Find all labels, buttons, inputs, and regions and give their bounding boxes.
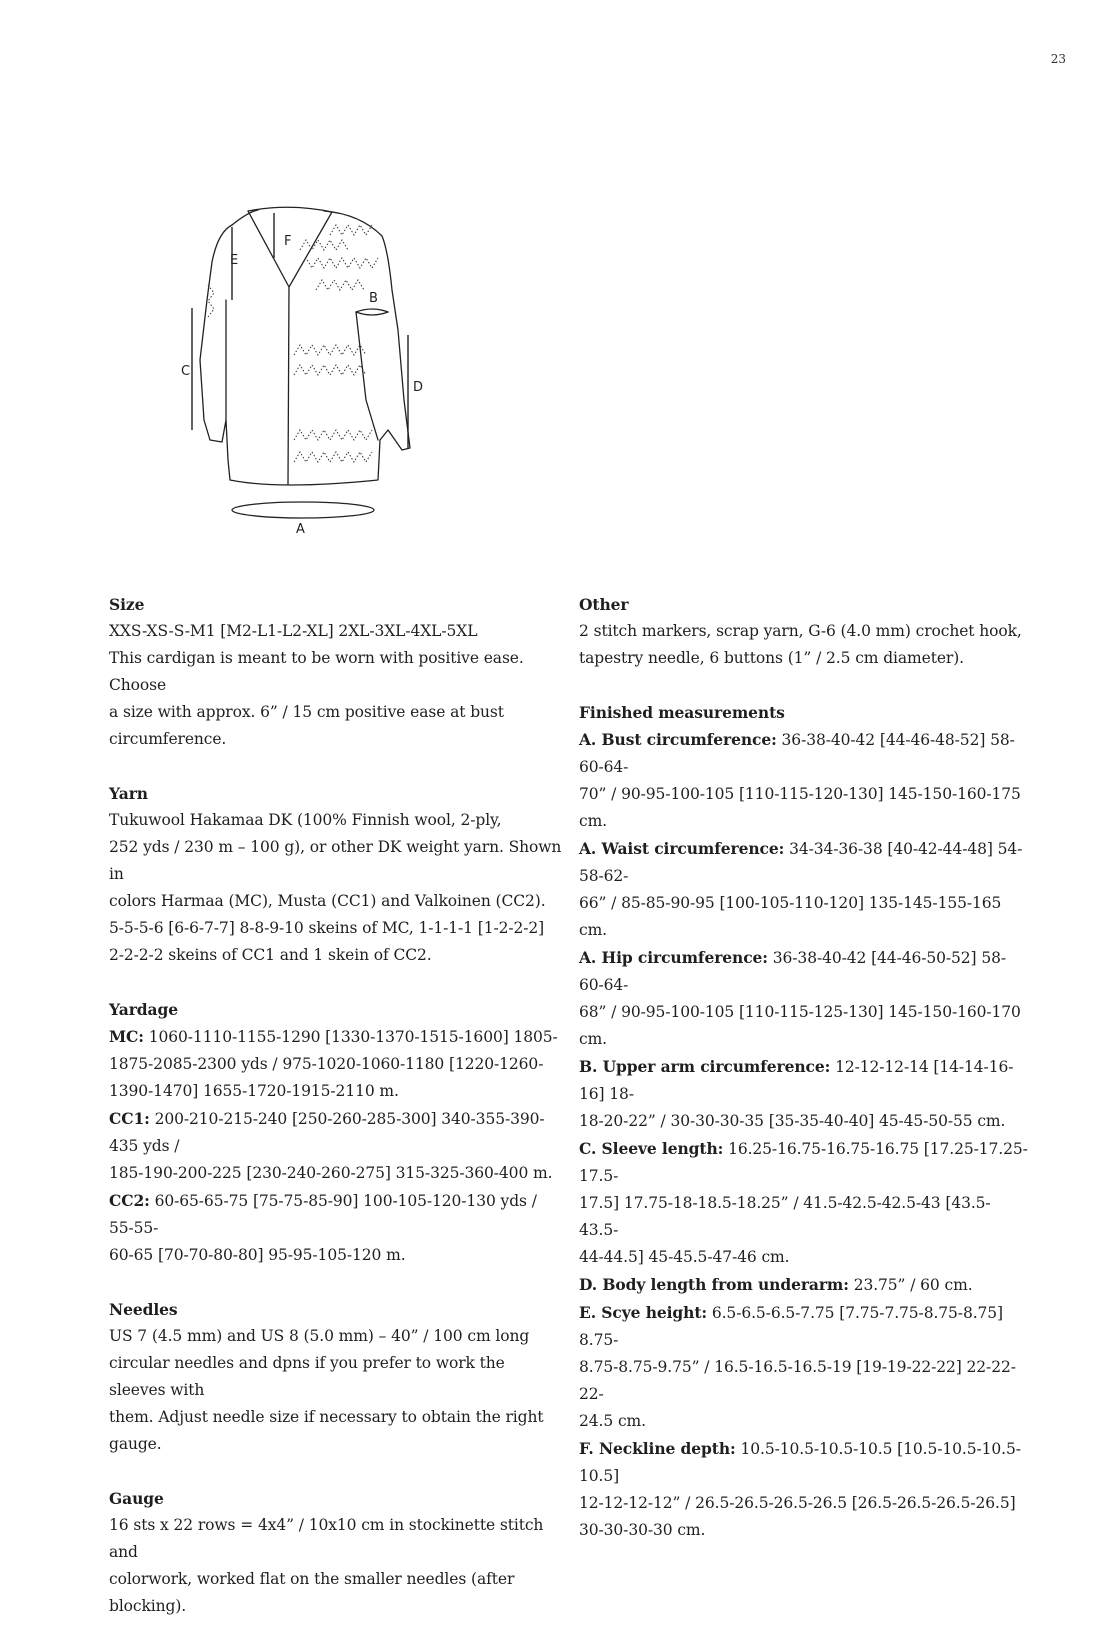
yardage-section	[109, 996, 564, 1269]
measurement-value: 23.75” / 60 cm.	[853, 1276, 973, 1294]
cardigan-schematic	[170, 200, 440, 540]
measurement-line: 18-20-22” / 30-30-30-35 [35-35-40-40] 45-45-50-55 cm.	[579, 1112, 1006, 1130]
needles-line: US 7 (4.5 mm) and US 8 (5.0 mm) – 40” / 100 cm long	[109, 1327, 530, 1345]
size-line: XXS-XS-S-M1 [M2-L1-L2-XL] 2XL-3XL-4XL-5XL	[109, 622, 478, 640]
yardage-value: 1060-1110-1155-1290 [1330-1370-1515-1600] 1805-	[148, 1028, 558, 1046]
needles-line: circular needles and dpns if you prefer to work the sleeves with	[109, 1354, 505, 1399]
measurement-value: 36-38-40-42 [44-46-48-52] 58-60-64-	[579, 731, 1015, 776]
yardage-line: 1390-1470] 1655-1720-1915-2110 m.	[109, 1082, 399, 1100]
finished-measurements-section	[579, 699, 1029, 1544]
finished-measurements-heading: Finished measurements	[579, 703, 785, 722]
measurement-label: C. Sleeve length:	[579, 1139, 724, 1158]
yardage-value: 200-210-215-240 [250-260-285-300] 340-355-390-435 yds /	[109, 1110, 545, 1155]
yardage-label: CC1:	[109, 1109, 150, 1128]
dimension-label-e: E	[230, 253, 239, 268]
measurement-value: 16.25-16.75-16.75-16.75 [17.25-17.25-17.5-	[579, 1140, 1028, 1185]
measurement-line: 30-30-30-30 cm.	[579, 1521, 706, 1539]
page-number: 23	[1050, 52, 1066, 66]
measurement-waist	[579, 835, 1029, 890]
measurement-value: 6.5-6.5-6.5-7.75 [7.75-7.75-8.75-8.75] 8.75-	[579, 1304, 1003, 1349]
yardage-line: 60-65 [70-70-80-80] 95-95-105-120 m.	[109, 1246, 406, 1264]
yardage-value: 60-65-65-75 [75-75-85-90] 100-105-120-130 yds / 55-55-	[109, 1192, 537, 1237]
needles-section	[109, 1296, 564, 1458]
measurement-label: E. Scye height:	[579, 1303, 708, 1322]
yardage-line: 185-190-200-225 [230-240-260-275] 315-325-360-400 m.	[109, 1164, 553, 1182]
measurement-value: 10.5-10.5-10.5-10.5 [10.5-10.5-10.5-10.5]	[579, 1440, 1021, 1485]
yardage-line: 1875-2085-2300 yds / 975-1020-1060-1180 [1220-1260-	[109, 1055, 544, 1073]
yarn-line: 2-2-2-2 skeins of CC1 and 1 skein of CC2.	[109, 946, 432, 964]
yarn-line: 5-5-5-6 [6-6-7-7] 8-8-9-10 skeins of MC, 1-1-1-1 [1-2-2-2]	[109, 919, 545, 937]
yarn-line: Tukuwool Hakamaa DK (100% Finnish wool, 2-ply,	[109, 811, 502, 829]
other-line: 2 stitch markers, scrap yarn, G-6 (4.0 mm) crochet hook,	[579, 622, 1022, 640]
dimension-label-f: F	[284, 234, 292, 249]
other-heading: Other	[579, 595, 629, 614]
dimension-label-d: D	[413, 380, 424, 395]
dimension-label-a: A	[296, 522, 305, 537]
left-column	[109, 591, 564, 1647]
yardage-entry-cc1	[109, 1105, 564, 1160]
measurement-label: D. Body length from underarm:	[579, 1275, 849, 1294]
measurement-line: 68” / 90-95-100-105 [110-115-125-130] 145-150-160-170 cm.	[579, 1003, 1021, 1048]
yardage-label: CC2:	[109, 1191, 150, 1210]
yarn-section	[109, 780, 564, 969]
measurement-line: 66” / 85-85-90-95 [100-105-110-120] 135-145-155-165 cm.	[579, 894, 1002, 939]
measurement-label: F. Neckline depth:	[579, 1439, 736, 1458]
gauge-heading: Gauge	[109, 1489, 164, 1508]
measurement-label: A. Waist circumference:	[579, 839, 785, 858]
measurement-hip	[579, 944, 1029, 999]
yardage-entry-cc2	[109, 1187, 564, 1242]
measurement-sleeve-length	[579, 1135, 1029, 1190]
yarn-line: 252 yds / 230 m – 100 g), or other DK weight yarn. Shown in	[109, 838, 562, 883]
yardage-heading: Yardage	[109, 1000, 178, 1019]
measurement-label: A. Hip circumference:	[579, 948, 768, 967]
size-line: a size with approx. 6” / 15 cm positive ease at bust circumference.	[109, 703, 504, 748]
yardage-label: MC:	[109, 1027, 144, 1046]
other-section	[579, 591, 1029, 672]
measurement-line: 44-44.5] 45-45.5-47-46 cm.	[579, 1248, 790, 1266]
dimension-label-b: B	[369, 291, 378, 306]
dimension-label-c: C	[181, 364, 191, 379]
needles-line: them. Adjust needle size if necessary to obtain the right gauge.	[109, 1408, 544, 1453]
yardage-entry-mc	[109, 1023, 564, 1051]
gauge-line: colorwork, worked flat on the smaller needles (after blocking).	[109, 1570, 515, 1615]
measurement-value: 12-12-12-14 [14-14-16-16] 18-	[579, 1058, 1014, 1103]
yarn-heading: Yarn	[109, 784, 148, 803]
measurement-value: 34-34-36-38 [40-42-44-48] 54-58-62-	[579, 840, 1023, 885]
size-section	[109, 591, 564, 753]
measurement-line: 12-12-12-12” / 26.5-26.5-26.5-26.5 [26.5-26.5-26.5-26.5]	[579, 1494, 1016, 1512]
yarn-line: colors Harmaa (MC), Musta (CC1) and Valkoinen (CC2).	[109, 892, 546, 910]
measurement-value: 36-38-40-42 [44-46-50-52] 58-60-64-	[579, 949, 1006, 994]
gauge-section	[109, 1485, 564, 1620]
gauge-line: 16 sts x 22 rows = 4x4” / 10x10 cm in stockinette stitch and	[109, 1516, 544, 1561]
measurement-line: 70” / 90-95-100-105 [110-115-120-130] 145-150-160-175 cm.	[579, 785, 1021, 830]
measurement-body-length	[579, 1271, 1029, 1299]
measurement-label: A. Bust circumference:	[579, 730, 777, 749]
measurement-line: 17.5] 17.75-18-18.5-18.25” / 41.5-42.5-42.5-43 [43.5-43.5-	[579, 1194, 991, 1239]
measurement-label: B. Upper arm circumference:	[579, 1057, 831, 1076]
size-heading: Size	[109, 595, 145, 614]
measurement-line: 24.5 cm.	[579, 1412, 646, 1430]
measurement-upper-arm	[579, 1053, 1029, 1108]
right-column	[579, 591, 1029, 1571]
measurement-line: 8.75-8.75-9.75” / 16.5-16.5-16.5-19 [19-19-22-22] 22-22-22-	[579, 1358, 1016, 1403]
cardigan-schematic-drawing	[170, 200, 440, 540]
other-line: tapestry needle, 6 buttons (1” / 2.5 cm diameter).	[579, 649, 964, 667]
needles-heading: Needles	[109, 1300, 178, 1319]
measurement-scye-height	[579, 1299, 1029, 1354]
measurement-neckline-depth	[579, 1435, 1029, 1490]
measurement-bust	[579, 726, 1029, 781]
size-line: This cardigan is meant to be worn with positive ease. Choose	[109, 649, 524, 694]
